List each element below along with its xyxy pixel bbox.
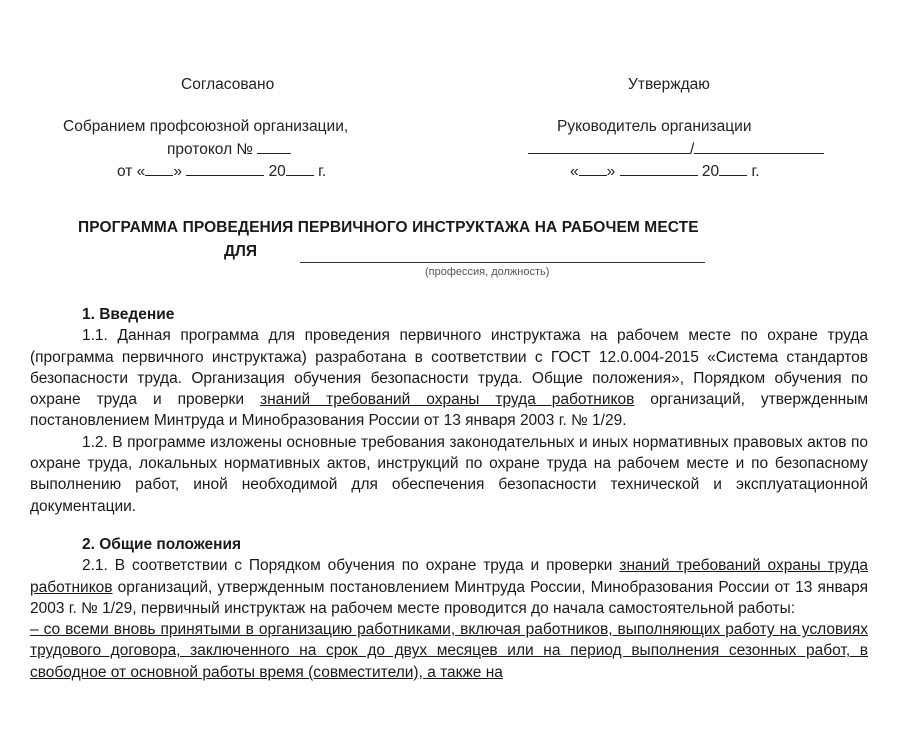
paragraph-1-2: 1.2. В программе изложены основные требования законодательных и иных нормативных правовых актов по охране труда, локальных нормативных актов, инструкций по охране труда на рабочем месте и по безопасному выполнению работ, иной необходимой для обеспечения безопасности технической и эксплуатационной документации. <box>30 433 868 515</box>
protocol-number: протокол № <box>167 139 291 159</box>
year-blank <box>286 161 314 176</box>
agreed-date: от « » 20 г. <box>117 163 327 180</box>
profession-note: (профессия, должность) <box>425 266 550 278</box>
document-title: ПРОГРАММА ПРОВЕДЕНИЯ ПЕРВИЧНОГО ИНСТРУКТАЖА НА РАБОЧЕМ МЕСТЕ <box>78 219 699 236</box>
profession-blank <box>300 262 705 263</box>
section-2-heading: 2. Общие положения <box>82 535 242 553</box>
paragraph-2-list-item: – со всеми вновь принятыми в организацию работниками, включая работников, выполняющих работу на условиях трудового договора, заключенного на срок до двух месяцев или на период выполнения сезонных работ, в свободное от основной работы время (совместители), а также на <box>30 621 868 681</box>
knowledge-requirements-link[interactable]: знаний требований охраны труда работников <box>30 557 868 596</box>
year-blank <box>719 161 747 176</box>
signature-blank <box>528 139 690 154</box>
approve-date: « » 20 г. <box>570 163 760 180</box>
day-blank <box>145 161 173 176</box>
name-blank <box>694 139 824 154</box>
signature-line: / <box>528 139 824 159</box>
agreed-label: Согласовано <box>181 76 275 93</box>
head-of-organization: Руководитель организации <box>557 118 752 135</box>
month-blank <box>186 161 264 176</box>
agreed-by-union: Собранием профсоюзной организации, <box>63 118 349 135</box>
day-blank <box>579 161 607 176</box>
protocol-number-blank <box>257 139 291 154</box>
paragraph-2-1: 2.1. В соответствии с Порядком обучения по охране труда и проверки знаний требований охраны труда работников организаций, утвержденным постановлением Минтруда России, Минобразования России от 13 января 2003 г. № 1/29, первичный инструктаж на рабочем месте проводится до начала самостоятельной работы: <box>30 557 868 617</box>
document-title-for: ДЛЯ <box>224 243 258 260</box>
knowledge-requirements-link[interactable]: знаний требований охраны труда работников <box>259 391 635 409</box>
section-1-heading: 1. Введение <box>82 306 175 323</box>
paragraph-1-1: 1.1. Данная программа для проведения первичного инструктажа на рабочем месте по охране труда (программа первичного инструктажа) разработана в соответствии с ГОСТ 12.0.004-2015 «Система стандартов безопасности труда. Организация обучения безопасности труда. Общие положения», Порядком обучения по охране труда и проверки знаний требований охраны труда работников организаций, утвержденным постановлением Минтруда и Минобразования России от 13 января 2003 г. № 1/29. <box>30 327 868 430</box>
month-blank <box>620 161 698 176</box>
document-body <box>30 304 868 683</box>
approve-label: Утверждаю <box>628 76 710 93</box>
